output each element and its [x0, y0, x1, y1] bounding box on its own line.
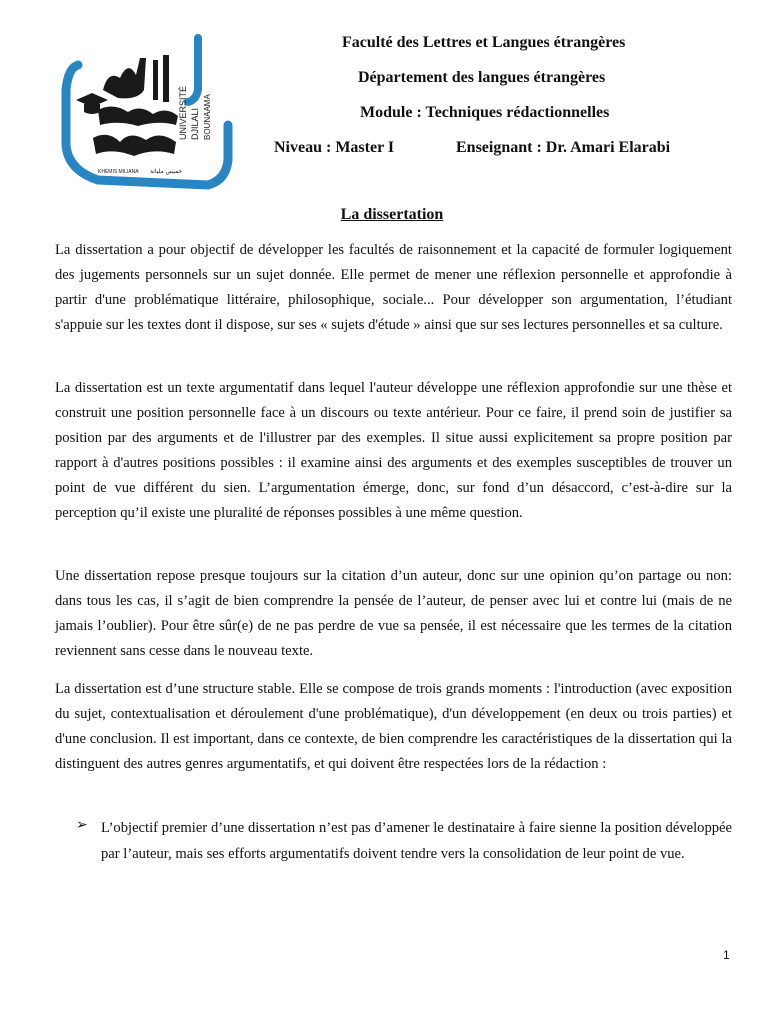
logo-latin-line1: UNIVERSITÉ [178, 85, 188, 140]
teacher-line: Enseignant : Dr. Amari Elarabi [456, 139, 671, 156]
logo-city: KHEMIS MILIANA [98, 169, 139, 175]
bullet-item [76, 815, 732, 867]
paragraph-1: La dissertation a pour objectif de développer les facultés de raisonnement et la capacité de formuler logiquement des jugements personnels sur un sujet donnée. Elle permet de mener une réflexion personnelle et approfondie à partir d'une problématique littéraire, philosophique, sociale... Pour développer son argumentation, l’étudiant s'appuie sur les textes dont il dispose, sur ses « sujets d'étude » ainsi que sur ses lectures personnelles et sa culture. [55, 242, 732, 333]
document-title: La dissertation [340, 206, 444, 223]
paragraph-2: La dissertation est un texte argumentatif dans lequel l'auteur développe une réflexion approfondie sur une thèse et construit une position personnelle face à un discours ou texte antérieur. Pour ce faire, il prend soin de justifier sa position par des arguments et de l'illustrer par des exemples. Il situe aussi explicitement sa propre position par rapport à d'autres positions possibles : il examine ainsi des arguments et des exemples susceptibles de trouver un point de vue différent du sien. L’argumentation émerge, donc, sur fond d’un désaccord, c’est-à-dire sur la perception qu’il existe une pluralité de réponses possibles à une même question. [55, 380, 732, 521]
faculty-line: Faculté des Lettres et Langues étrangères [342, 34, 626, 51]
logo-latin-line2: DJILALI [190, 107, 200, 140]
module-line: Module : Techniques rédactionnelles [360, 104, 610, 121]
level-line: Niveau : Master I [274, 139, 395, 156]
page-number: 1 [723, 948, 730, 962]
logo-latin-line3: BOUNAAMA [203, 94, 212, 140]
paragraph-4: La dissertation est d’une structure stable. Elle se compose de trois grands moments : l'introduction (avec exposition du sujet, contextualisation et déroulement d'une problématique), d'un développement (en deux ou trois parties) et d'une conclusion. Il est important, dans ce contexte, de bien comprendre les caractéristiques de la dissertation qui la distinguent des autres genres argumentatifs, et qui doivent être respectées lors de la rédaction : [55, 681, 732, 772]
paragraph-3: Une dissertation repose presque toujours sur la citation d’un auteur, donc sur une opinion qu’on partage ou non: dans tous les cas, il s’agit de bien comprendre la pensée de l’auteur, de penser avec lui et contre lui (mais de ne jamais l’oublier). Pour être sûr(e) de ne pas perdre de vue sa pensée, il est nécessaire que les termes de la citation reviennent sans cesse dans le nouveau texte. [55, 568, 732, 659]
department-line: Département des langues étrangères [358, 69, 606, 86]
arrow-bullet-icon: ➢ [76, 818, 88, 833]
university-logo [58, 30, 233, 190]
bullet-text: L’objectif premier d’une dissertation n’est pas d’amener le destinataire à faire sienne la position développée par l’auteur, mais ses efforts argumentatifs doivent tendre vers la consolidation de leur point de vue. [101, 820, 732, 862]
university-logo-graphic [58, 30, 233, 190]
logo-city-arabic: خميس مليانة [150, 168, 183, 175]
